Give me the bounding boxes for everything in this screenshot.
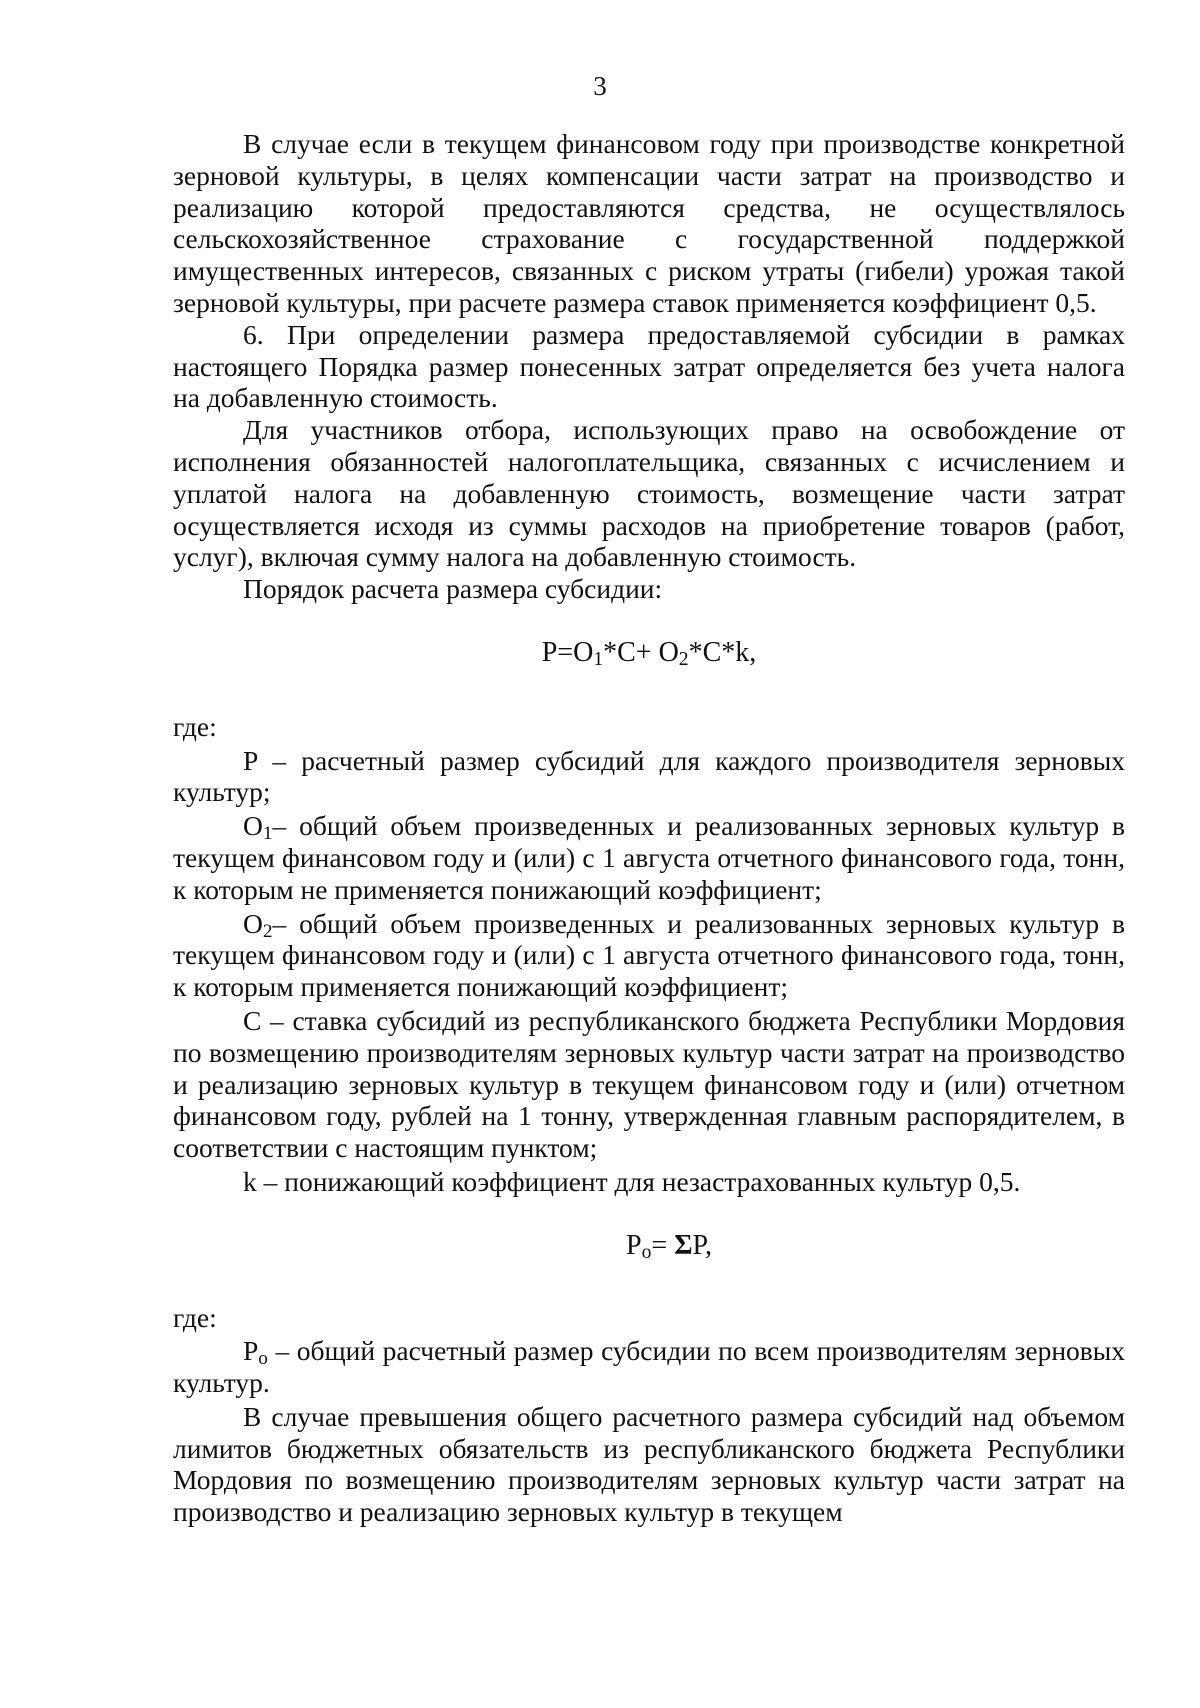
definition-k: k – понижающий коэффициент для незастрахованных культур 0,5. [243, 1165, 1021, 1197]
symbol-subscript: 2 [262, 920, 273, 942]
formula-subsidy [173, 637, 1125, 669]
formula-subscript: 2 [678, 648, 689, 670]
formula-total [173, 1230, 1125, 1262]
formula-part: P=O [541, 636, 594, 668]
formula-subscript: o [641, 1241, 652, 1263]
symbol-subscript: 1 [262, 822, 273, 844]
formula-subscript: 1 [593, 648, 604, 670]
symbol: P [243, 1335, 259, 1367]
definition-o1 [173, 810, 1125, 905]
paragraph-vat-exemption: Для участников отбора, использующих право на освобождение от исполнения обязанностей налогоплательщика, связанных с исчислением и уплатой налога на добавленную стоимость, возмещение части затрат осуществляется исходя из суммы расходов на приобретение товаров (работ, услуг), включая сумму налога на добавленную стоимость. [173, 414, 1125, 573]
page-number: 3 [593, 71, 607, 101]
where-label: где: [173, 710, 217, 742]
formula-part: P, [692, 1229, 712, 1261]
sigma-symbol: Σ [674, 1229, 693, 1261]
paragraph-excess: В случае превышения общего расчетного размера субсидий над объемом лимитов бюджетных обязательств из республиканского бюджета Республики Мордовия по возмещению производителям зерновых культур части затрат на производство и реализацию зерновых культур в текущем [173, 1400, 1125, 1528]
formula-part: = [651, 1229, 675, 1261]
symbol: O [243, 907, 263, 939]
definition-o2 [173, 908, 1125, 1003]
definition-p: P – расчетный размер субсидий для каждого производителя зерновых культур; [173, 744, 1125, 808]
symbol-subscript: o [258, 1348, 268, 1370]
formula-part: *C*k, [688, 636, 757, 668]
symbol: O [243, 810, 263, 842]
paragraph-calc-order: Порядок расчета размера субсидии: [243, 573, 663, 605]
formula-part: P [626, 1229, 642, 1261]
definition-po [173, 1335, 1125, 1399]
definition-text: – общий объем произведенных и реализованных зерновых культур в текущем финансовом году и (или) с 1 августа отчетного финансового года, тонн, к которым не применяется понижающий коэффициент; [173, 810, 1125, 905]
definition-text: – общий расчетный размер субсидии по всем производителям зерновых культур. [173, 1335, 1125, 1399]
definition-c: C – ставка субсидий из республиканского бюджета Республики Мордовия по возмещению производителям зерновых культур части затрат на производство и реализацию зерновых культур в текущем финансовом году и (или) отчетном финансовом году, рублей на 1 тонну, утвержденная главным распорядителем, в соответствии с настоящим пунктом; [173, 1004, 1125, 1164]
paragraph-vat: 6. При определении размера предоставляемой субсидии в рамках настоящего Порядка размер понесенных затрат определяется без учета налога на добавленную стоимость. [173, 318, 1125, 414]
where-label: где: [173, 1301, 217, 1333]
document-body [173, 128, 1125, 1528]
paragraph-insurance: В случае если в текущем финансовом году при производстве конкретной зерновой культуры, в целях компенсации части затрат на производство и реализацию которой предоставляются средства, не осуществлялось сельскохозяйственное страхование с государственной поддержкой имущественных интересов, связанных с риском утраты (гибели) урожая такой зерновой культуры, при расчете размера ставок применяется коэффициент 0,5. [173, 128, 1125, 318]
definition-text: – общий объем произведенных и реализованных зерновых культур в текущем финансовом году и (или) с 1 августа отчетного финансового года, тонн, к которым применяется понижающий коэффициент; [173, 907, 1125, 1003]
formula-part: *C+ O [603, 636, 679, 668]
